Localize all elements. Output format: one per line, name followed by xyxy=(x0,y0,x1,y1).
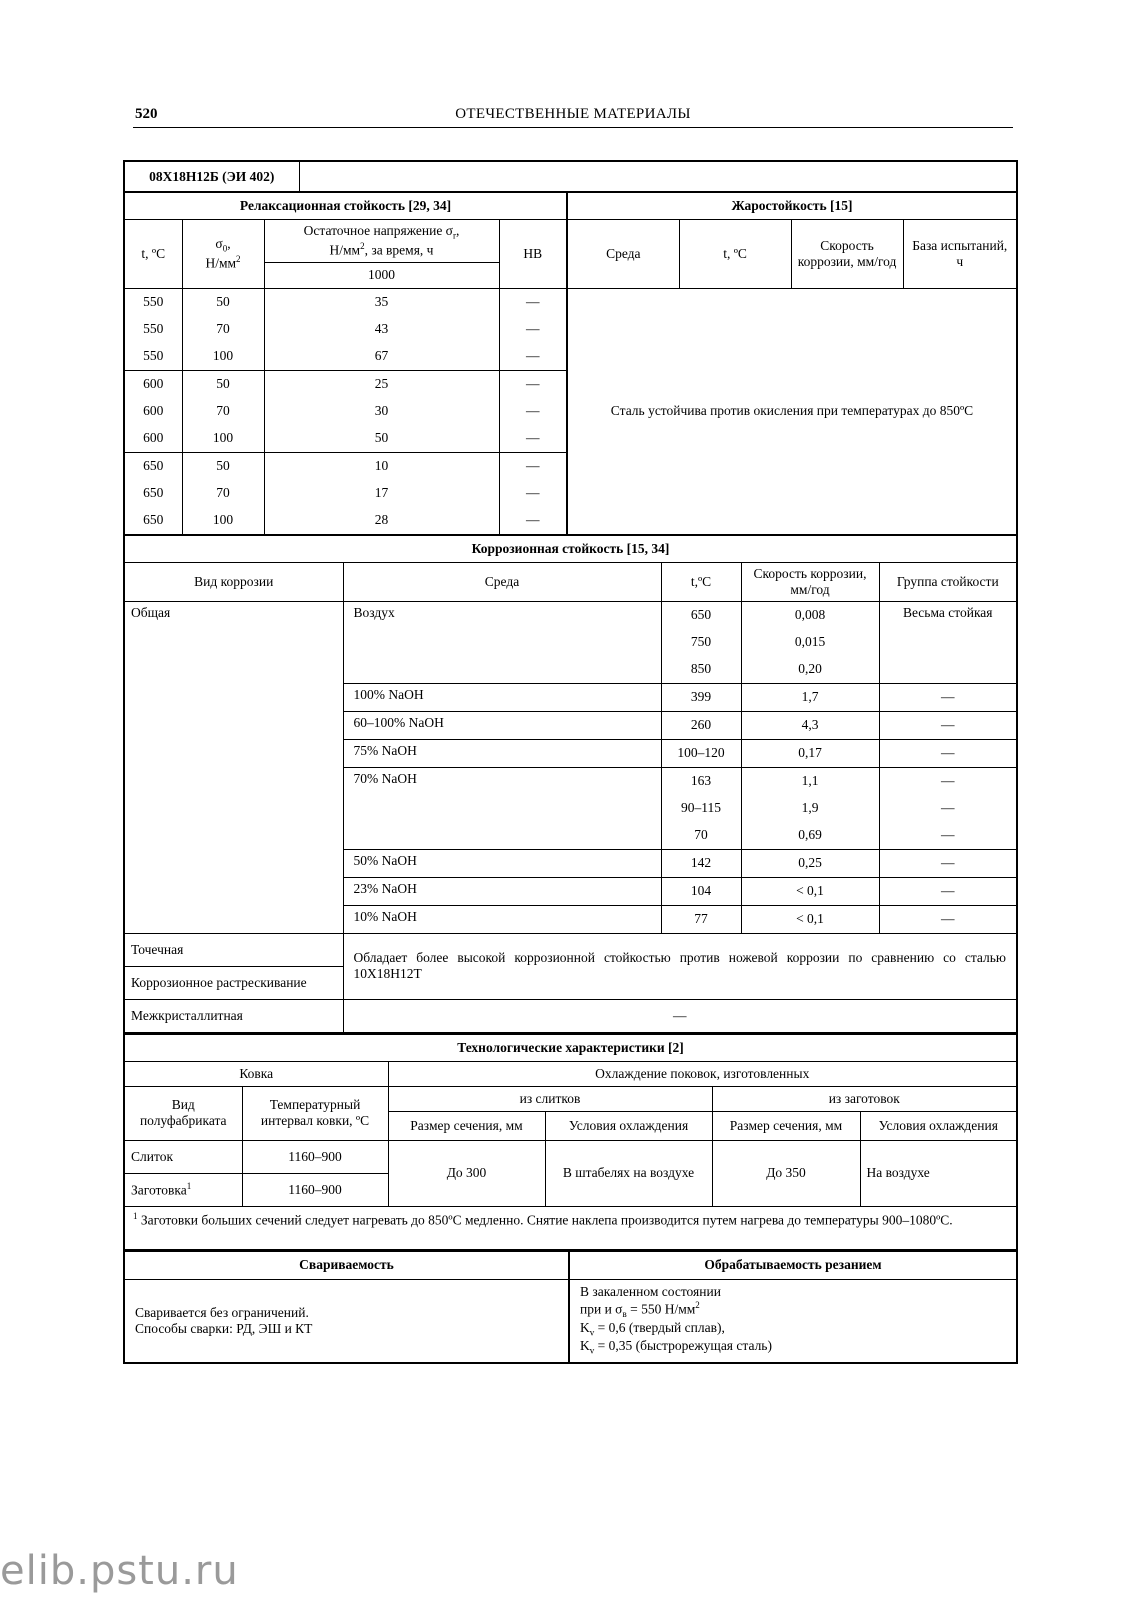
billet-size-header: Размер сечения, мм xyxy=(712,1111,860,1140)
relax-sigma0: 70 xyxy=(182,398,264,425)
corrosion-rate: 0,008 xyxy=(741,601,879,629)
running-title: ОТЕЧЕСТВЕННЫЕ МАТЕРИАЛЫ xyxy=(455,106,691,122)
heat-header-rate: Скорость коррозии, мм/год xyxy=(791,220,903,289)
corrosion-type-general: Общая xyxy=(125,601,343,933)
corrosion-group: — xyxy=(879,711,1016,739)
relax-residual: 17 xyxy=(264,480,499,507)
relax-header-hb: НВ xyxy=(499,220,567,289)
grade-block xyxy=(125,162,1016,191)
from-ingots-header: из слитков xyxy=(388,1086,712,1111)
relax-hb: — xyxy=(499,316,567,343)
grade-empty xyxy=(299,162,1016,191)
relax-sigma0: 50 xyxy=(182,289,264,316)
corrosion-rate: 0,20 xyxy=(741,656,879,684)
relax-residual: 35 xyxy=(264,289,499,316)
weldability-text xyxy=(125,1279,569,1362)
corrosion-t: 104 xyxy=(661,877,741,905)
billet-cond: На воздухе xyxy=(860,1140,1016,1206)
corrosion-t: 260 xyxy=(661,711,741,739)
relax-residual: 50 xyxy=(264,425,499,453)
weld-machining-block xyxy=(125,1250,1016,1362)
corrosion-header-rate: Скорость коррозии, мм/год xyxy=(741,562,879,601)
relax-t: 550 xyxy=(125,343,182,371)
relaxation-title: Релаксационная стойкость [29, 34] xyxy=(125,193,567,220)
relax-t: 650 xyxy=(125,507,182,534)
corrosion-t: 650 xyxy=(661,601,741,629)
page-number: 520 xyxy=(135,106,158,122)
corrosion-group: — xyxy=(879,877,1016,905)
corrosion-rate: 1,9 xyxy=(741,795,879,822)
relax-hb: — xyxy=(499,343,567,371)
relax-t: 650 xyxy=(125,452,182,480)
corrosion-group: — xyxy=(879,767,1016,795)
corrosion-rate: 1,1 xyxy=(741,767,879,795)
billet-cond-header: Условия охлаждения xyxy=(860,1111,1016,1140)
corrosion-medium: 70% NaOH xyxy=(343,767,661,849)
relax-residual: 10 xyxy=(264,452,499,480)
relax-sigma0: 100 xyxy=(182,507,264,534)
corrosion-header-group: Группа стойкости xyxy=(879,562,1016,601)
corrosion-medium: 10% NaOH xyxy=(343,905,661,933)
corrosion-pitting-note: Обладает более высокой коррозионной стойкостью против ножевой коррозии по сравнению со сталью 10Х18Н12Т xyxy=(343,933,1016,999)
corrosion-t: 399 xyxy=(661,683,741,711)
running-header xyxy=(133,103,1013,128)
corrosion-rate: < 0,1 xyxy=(741,877,879,905)
relax-header-sigma0: $\sigma_0$, $Н/мм^2$ xyxy=(182,220,264,289)
ingot-range: 1160–900 xyxy=(242,1140,388,1173)
technology-block xyxy=(125,1033,1016,1250)
ingot-size: До 300 xyxy=(388,1140,545,1206)
ingot-size-header: Размер сечения, мм xyxy=(388,1111,545,1140)
relax-hb: — xyxy=(499,289,567,316)
corrosion-block xyxy=(125,534,1016,1033)
corrosion-group: — xyxy=(879,849,1016,877)
machinability-line3: $K_v = 0,6$ (твердый сплав), xyxy=(580,1320,725,1338)
corrosion-rate: 0,17 xyxy=(741,739,879,767)
weldability-line2: Способы сварки: РД, ЭШ и КТ xyxy=(135,1320,313,1336)
relax-sigma0: 100 xyxy=(182,343,264,371)
machinability-line4: $K_v = 0,35$ (быстрорежущая сталь) xyxy=(580,1338,772,1357)
machinability-text xyxy=(569,1279,1016,1362)
relaxation-row xyxy=(125,289,1016,316)
corrosion-rate: < 0,1 xyxy=(741,905,879,933)
relax-hb: — xyxy=(499,507,567,534)
machinability-line2: при и $\sigma_в = 550$ $Н/мм^2$ xyxy=(580,1300,700,1320)
ingot-label: Слиток xyxy=(125,1140,242,1173)
watermark: elib.pstu.ru xyxy=(0,1548,239,1594)
relax-residual: 67 xyxy=(264,343,499,371)
weldability-line1: Сваривается без ограничений. xyxy=(135,1304,309,1320)
corrosion-header-type: Вид коррозии xyxy=(125,562,343,601)
corrosion-group: — xyxy=(879,683,1016,711)
corrosion-rows xyxy=(125,601,1016,933)
corrosion-t: 100–120 xyxy=(661,739,741,767)
relax-residual: 43 xyxy=(264,316,499,343)
heat-header-base: База испытаний, ч xyxy=(903,220,1016,289)
forging-header: Ковка xyxy=(125,1061,388,1086)
relax-header-residual: Остаточное напряжение $\sigma_r$, $Н/мм^2$, за время, ч xyxy=(264,220,499,263)
corrosion-t: 850 xyxy=(661,656,741,684)
relax-hb: — xyxy=(499,452,567,480)
weldability-title: Свариваемость xyxy=(125,1252,569,1280)
corrosion-rate: 1,7 xyxy=(741,683,879,711)
corrosion-medium: 50% NaOH xyxy=(343,849,661,877)
corrosion-t: 142 xyxy=(661,849,741,877)
machinability-line1: В закаленном состоянии xyxy=(580,1284,721,1300)
heat-resistance-title: Жаростойкость [15] xyxy=(567,193,1016,220)
technology-title: Технологические характеристики [2] xyxy=(125,1035,1016,1062)
corrosion-medium: Воздух xyxy=(343,601,661,683)
corrosion-row xyxy=(125,601,1016,629)
grade-title: 08Х18Н12Б (ЭИ 402) xyxy=(125,162,299,191)
corrosion-scc: Коррозионное растрескивание xyxy=(125,966,343,999)
corrosion-medium: 23% NaOH xyxy=(343,877,661,905)
machinability-title: Обрабатываемость резанием xyxy=(569,1252,1016,1280)
relax-hb: — xyxy=(499,425,567,453)
corrosion-t: 163 xyxy=(661,767,741,795)
corrosion-header-t: t,ºC xyxy=(661,562,741,601)
relax-residual: 30 xyxy=(264,398,499,425)
corrosion-rate: 0,25 xyxy=(741,849,879,877)
corrosion-group: — xyxy=(879,905,1016,933)
relax-sigma0: 70 xyxy=(182,316,264,343)
corrosion-group: — xyxy=(879,739,1016,767)
relax-header-t: t, ºC xyxy=(125,220,182,289)
billet-size: До 350 xyxy=(712,1140,860,1206)
relax-hb: — xyxy=(499,398,567,425)
corrosion-medium: 100% NaOH xyxy=(343,683,661,711)
heat-header-t: t, ºC xyxy=(679,220,791,289)
corrosion-t: 77 xyxy=(661,905,741,933)
relax-t: 600 xyxy=(125,425,182,453)
relax-hb: — xyxy=(499,480,567,507)
relax-sigma0: 100 xyxy=(182,425,264,453)
relax-t: 550 xyxy=(125,316,182,343)
corrosion-t: 90–115 xyxy=(661,795,741,822)
corrosion-t: 70 xyxy=(661,822,741,850)
relax-hb: — xyxy=(499,370,567,398)
corrosion-header-medium: Среда xyxy=(343,562,661,601)
corrosion-intergranular: Межкристаллитная xyxy=(125,999,343,1032)
corrosion-group: Весьма стойкая xyxy=(879,601,1016,683)
corrosion-rate: 4,3 xyxy=(741,711,879,739)
ingot-cond: В штабелях на воздухе xyxy=(545,1140,712,1206)
material-sheet xyxy=(123,160,1018,1364)
relaxation-rows xyxy=(125,289,1016,534)
corrosion-title: Коррозионная стойкость [15, 34] xyxy=(125,536,1016,563)
semi-product-header: Вид полуфабриката xyxy=(125,1086,242,1140)
heat-resistance-note: Сталь устойчива против окисления при температурах до 850ºC xyxy=(567,289,1016,534)
corrosion-rate: 0,69 xyxy=(741,822,879,850)
heat-header-medium: Среда xyxy=(567,220,679,289)
relax-sigma0: 50 xyxy=(182,370,264,398)
cooling-header: Охлаждение поковок, изготовленных xyxy=(388,1061,1016,1086)
forging-range-header: Температурный интервал ковки, ºC xyxy=(242,1086,388,1140)
corrosion-pitting: Точечная xyxy=(125,933,343,966)
corrosion-group: — xyxy=(879,822,1016,850)
relax-t: 600 xyxy=(125,398,182,425)
corrosion-medium: 75% NaOH xyxy=(343,739,661,767)
relax-sigma0: 50 xyxy=(182,452,264,480)
relax-residual: 28 xyxy=(264,507,499,534)
relax-t: 650 xyxy=(125,480,182,507)
relaxation-heat-block xyxy=(125,191,1016,534)
relax-sigma0: 70 xyxy=(182,480,264,507)
corrosion-medium: 60–100% NaOH xyxy=(343,711,661,739)
ingot-cond-header: Условия охлаждения xyxy=(545,1111,712,1140)
relax-header-hours: 1000 xyxy=(264,262,499,288)
corrosion-t: 750 xyxy=(661,629,741,656)
relax-t: 550 xyxy=(125,289,182,316)
relax-t: 600 xyxy=(125,370,182,398)
billet-label: Заготовка$^1$ xyxy=(125,1173,242,1206)
corrosion-rate: 0,015 xyxy=(741,629,879,656)
corrosion-intergranular-value: — xyxy=(343,999,1016,1032)
corrosion-group: — xyxy=(879,795,1016,822)
relax-residual: 25 xyxy=(264,370,499,398)
from-billets-header: из заготовок xyxy=(712,1086,1016,1111)
billet-range: 1160–900 xyxy=(242,1173,388,1206)
technology-footnote: $^1$ Заготовки больших сечений следует нагревать до 850ºC медленно. Снятие наклепа производится путем нагрева до температуры 900–1080ºC. xyxy=(125,1206,1016,1249)
